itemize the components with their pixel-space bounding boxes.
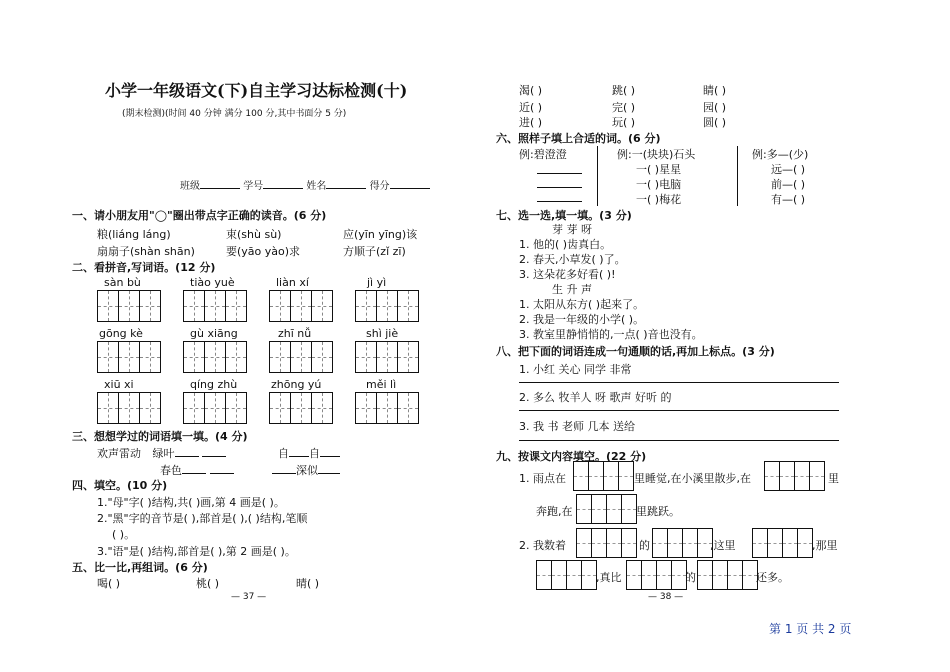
s1-item: 束(shù sù) bbox=[226, 228, 282, 241]
pinyin-label: xiū xi bbox=[104, 378, 134, 391]
section-6-heading: 六、照样子填上合适的词。(6 分) bbox=[496, 132, 661, 145]
answer-box[interactable] bbox=[652, 528, 713, 558]
writing-grid[interactable] bbox=[183, 290, 247, 322]
compare-item: 近( ) bbox=[519, 101, 543, 114]
section-9-heading: 九、按课文内容填空。(22 分) bbox=[496, 450, 647, 463]
section-8-heading: 八、把下面的词语连成一句通顺的话,再加上标点。(3 分) bbox=[496, 345, 775, 358]
s6-item: 有—( ) bbox=[771, 193, 806, 206]
writing-grid[interactable] bbox=[97, 290, 161, 322]
number-label: 学号 bbox=[243, 181, 264, 192]
s9-text: 1. 雨点在 bbox=[519, 472, 566, 485]
section-7-heading: 七、选一选,填一填。(3 分) bbox=[496, 209, 632, 222]
s3-word: 绿叶 bbox=[152, 447, 175, 460]
answer-box[interactable] bbox=[626, 560, 687, 590]
writing-grid[interactable] bbox=[355, 290, 419, 322]
s9-text: 里跳跃。 bbox=[636, 505, 680, 518]
s7-word-choices: 生 升 声 bbox=[552, 283, 592, 296]
writing-grid[interactable] bbox=[355, 392, 419, 424]
score-label: 得分 bbox=[369, 181, 390, 192]
pinyin-label: měi lì bbox=[366, 378, 397, 391]
s9-text: 的 bbox=[685, 571, 696, 584]
s3-line1 bbox=[97, 445, 226, 461]
s1-item: 粮(liáng láng) bbox=[97, 228, 171, 241]
section-1-heading: 一、请小朋友用"◯"圈出带点字正确的读音。(6 分) bbox=[72, 209, 327, 222]
s9-text: ,那里 bbox=[812, 539, 838, 552]
pinyin-label: gōng kè bbox=[99, 327, 143, 340]
s8-question: 1. 小红 关心 同学 非常 bbox=[519, 363, 632, 376]
compare-item: 完( ) bbox=[612, 101, 636, 114]
s3-word: 自 bbox=[278, 447, 289, 460]
s7-question: 2. 春天,小草发( )了。 bbox=[519, 253, 626, 266]
answer-line[interactable] bbox=[519, 440, 839, 441]
s6-item: 一( )电脑 bbox=[636, 178, 682, 191]
s1-item: 方顺子(zǐ zī) bbox=[343, 245, 406, 258]
compare-item: 圆( ) bbox=[703, 116, 727, 129]
pinyin-label: gù xiāng bbox=[190, 327, 238, 340]
section-5-heading: 五、比一比,再组词。(6 分) bbox=[72, 561, 208, 574]
s4-q3: 3."语"是( )结构,部首是( ),第 2 画是( )。 bbox=[97, 545, 296, 558]
s3-line1b bbox=[278, 445, 340, 461]
s1-item: 应(yīn yīng)该 bbox=[343, 228, 418, 241]
section-3-heading: 三、想想学过的词语填一填。(4 分) bbox=[72, 430, 248, 443]
section-4-heading: 四、填空。(10 分) bbox=[72, 479, 168, 492]
s6-item: 一( )梅花 bbox=[636, 193, 682, 206]
writing-grid[interactable] bbox=[183, 341, 247, 373]
compare-item: 玩( ) bbox=[612, 116, 636, 129]
s8-question: 2. 多么 牧羊人 呀 歌声 好听 的 bbox=[519, 391, 672, 404]
answer-box[interactable] bbox=[764, 461, 825, 491]
s9-text: 里睡觉,在小溪里散步,在 bbox=[634, 472, 751, 485]
s3-word: 春色 bbox=[160, 464, 182, 477]
compare-item: 喝( ) bbox=[97, 577, 121, 590]
pinyin-label: qíng zhù bbox=[190, 378, 238, 391]
s3-line2b bbox=[272, 462, 340, 478]
class-label: 班级 bbox=[180, 181, 200, 192]
compare-item: 进( ) bbox=[519, 116, 543, 129]
compare-item: 桃( ) bbox=[196, 577, 220, 590]
s9-text: 奔跑,在 bbox=[536, 505, 573, 518]
s6-item: 前—( ) bbox=[771, 178, 806, 191]
name-label: 姓名 bbox=[306, 181, 327, 192]
s1-item: 要(yāo yào)求 bbox=[226, 245, 301, 258]
compare-item: 睛( ) bbox=[703, 84, 727, 97]
page-title: 小学一年级语文(下)自主学习达标检测(十) bbox=[105, 81, 408, 100]
compare-item: 园( ) bbox=[703, 101, 727, 114]
s7-question: 3. 教室里静悄悄的,一点( )音也没有。 bbox=[519, 328, 703, 341]
s9-text: 2. 我数着 bbox=[519, 539, 566, 552]
pinyin-label: sàn bù bbox=[104, 276, 141, 289]
s7-question: 1. 太阳从东方( )起来了。 bbox=[519, 298, 645, 311]
s7-question: 1. 他的( )齿真白。 bbox=[519, 238, 612, 251]
writing-grid[interactable] bbox=[269, 392, 333, 424]
s3-word: 自 bbox=[309, 447, 320, 460]
compare-item: 晴( ) bbox=[296, 577, 320, 590]
pinyin-label: jì yì bbox=[367, 276, 387, 289]
s3-word: 欢声雷动 bbox=[97, 447, 141, 460]
page-footer: 第 1 页 共 2 页 bbox=[769, 622, 852, 636]
answer-box[interactable] bbox=[576, 528, 637, 558]
s1-item: 扇扇子(shàn shān) bbox=[97, 245, 195, 258]
s9-text: ,真比 bbox=[596, 571, 622, 584]
answer-line[interactable] bbox=[537, 173, 582, 174]
s7-question: 3. 这朵花多好看( )! bbox=[519, 268, 616, 281]
s7-question: 2. 我是一年级的小学( )。 bbox=[519, 313, 645, 326]
answer-line[interactable] bbox=[519, 410, 839, 411]
answer-box[interactable] bbox=[576, 494, 637, 524]
pinyin-label: shì jiè bbox=[366, 327, 399, 340]
page-number-right: — 38 — bbox=[648, 592, 684, 602]
answer-box[interactable] bbox=[536, 560, 597, 590]
page-number-left: — 37 — bbox=[231, 592, 267, 602]
writing-grid[interactable] bbox=[269, 341, 333, 373]
s6-item: 一( )星星 bbox=[636, 163, 682, 176]
s3-line2 bbox=[160, 462, 234, 478]
s6-item: 远—( ) bbox=[771, 163, 806, 176]
s3-word: 深似 bbox=[296, 464, 318, 477]
s4-q2b: ( )。 bbox=[112, 528, 136, 541]
s6-example-1: 例:碧澄澄 bbox=[519, 148, 567, 161]
section-2-heading: 二、看拼音,写词语。(12 分) bbox=[72, 261, 216, 274]
answer-box[interactable] bbox=[752, 528, 813, 558]
divider bbox=[737, 146, 738, 206]
writing-grid[interactable] bbox=[183, 392, 247, 424]
writing-grid[interactable] bbox=[355, 341, 419, 373]
pinyin-label: zhōng yú bbox=[271, 378, 322, 391]
s4-q1: 1."母"字( )结构,共( )画,第 4 画是( )。 bbox=[97, 496, 285, 509]
pinyin-label: tiào yuè bbox=[190, 276, 235, 289]
s9-text: 的 bbox=[639, 539, 650, 552]
s6-example-2: 例:一(块块)石头 bbox=[617, 148, 696, 161]
answer-box[interactable] bbox=[573, 461, 634, 491]
s4-q2a: 2."黑"字的音节是( ),部首是( ),( )结构,笔顺 bbox=[97, 512, 308, 525]
writing-grid[interactable] bbox=[269, 290, 333, 322]
compare-item: 跳( ) bbox=[612, 84, 636, 97]
answer-line[interactable] bbox=[519, 382, 839, 383]
answer-box[interactable] bbox=[697, 560, 758, 590]
answer-line[interactable] bbox=[537, 201, 582, 202]
writing-grid[interactable] bbox=[97, 392, 161, 424]
s9-text: ,这里 bbox=[710, 539, 736, 552]
s7-word-choices: 芽 芽 呀 bbox=[552, 223, 592, 236]
exam-subtitle: (期末检测)(时间 40 分钟 满分 100 分,其中书面分 5 分) bbox=[122, 109, 347, 119]
s9-text: 还多。 bbox=[756, 571, 789, 584]
s9-text: 里 bbox=[828, 472, 839, 485]
pinyin-label: liàn xí bbox=[276, 276, 309, 289]
answer-line[interactable] bbox=[537, 187, 582, 188]
s8-question: 3. 我 书 老师 几本 送给 bbox=[519, 420, 635, 433]
writing-grid[interactable] bbox=[97, 341, 161, 373]
compare-item: 渴( ) bbox=[519, 84, 543, 97]
s6-example-3: 例:多—(少) bbox=[752, 148, 809, 161]
student-info bbox=[180, 177, 430, 192]
divider bbox=[597, 146, 598, 206]
pinyin-label: zhī nǚ bbox=[278, 327, 312, 340]
